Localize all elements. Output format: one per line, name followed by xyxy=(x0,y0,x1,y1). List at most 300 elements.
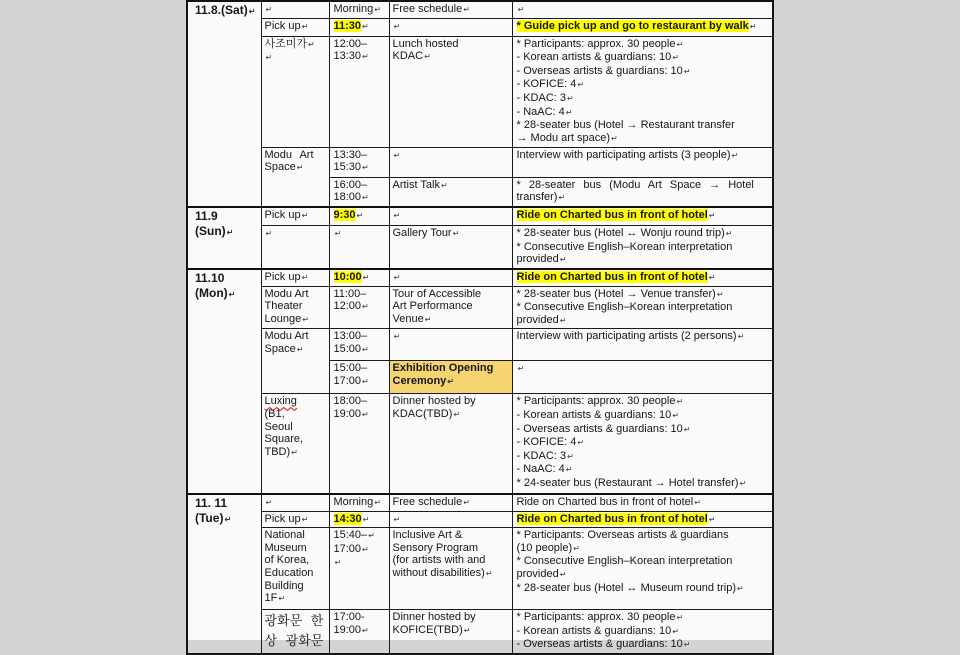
paragraph-mark-icon: ↵ xyxy=(567,93,574,103)
cell-line xyxy=(195,224,258,240)
cell-line xyxy=(393,529,509,542)
schedule-cell-time xyxy=(329,511,389,528)
paragraph-mark-icon: ↵ xyxy=(424,52,431,62)
paragraph-mark-icon: ↵ xyxy=(362,21,369,31)
cell-text: provided xyxy=(516,253,559,266)
cell-text: 11:00– xyxy=(333,287,367,300)
cell-text: - NaAC: 4 xyxy=(516,105,565,118)
cell-line xyxy=(334,529,386,543)
paragraph-mark-icon: ↵ xyxy=(393,514,401,524)
paragraph-mark-icon: ↵ xyxy=(567,451,574,461)
cell-line xyxy=(265,330,326,343)
schedule-cell-activity xyxy=(389,286,512,329)
schedule-cell-activity xyxy=(389,394,512,494)
paragraph-mark-icon: ↵ xyxy=(374,497,381,507)
cell-line xyxy=(393,271,509,285)
paragraph-mark-icon: ↵ xyxy=(301,21,309,31)
schedule-cell-activity xyxy=(389,18,512,36)
cell-line xyxy=(334,50,386,64)
highlighted-text: Ride on Charted bus in front of hotel xyxy=(516,208,708,221)
cell-line xyxy=(393,300,509,313)
cell-line xyxy=(265,271,326,285)
schedule-cell-activity xyxy=(389,610,512,654)
schedule-cell-notes xyxy=(512,18,773,36)
cell-line xyxy=(334,395,386,408)
cell-line xyxy=(393,149,509,163)
paragraph-mark-icon: ↵ xyxy=(393,273,401,283)
cell-line xyxy=(334,362,386,375)
cell-text: - NaAC: 4 xyxy=(516,463,565,476)
cell-line xyxy=(195,496,258,511)
cell-text: - KDAC: 3 xyxy=(516,449,567,462)
cell-line xyxy=(334,288,386,301)
cell-text: of Korea, xyxy=(264,554,310,567)
cell-line xyxy=(517,288,770,302)
cell-text: * Consecutive English–Korean interpretation xyxy=(516,301,733,314)
cell-text: - KDAC: 3 xyxy=(516,91,567,104)
schedule-cell-notes xyxy=(512,528,773,610)
paragraph-mark-icon: ↵ xyxy=(362,193,369,203)
paragraph-mark-icon: ↵ xyxy=(708,273,716,283)
schedule-cell-time xyxy=(329,528,389,610)
cell-line xyxy=(517,78,770,92)
cell-text: 1F xyxy=(264,592,278,605)
cell-text: transfer) xyxy=(516,191,558,204)
cell-text: KDAC(TBD) xyxy=(392,408,453,421)
cell-line xyxy=(517,330,770,344)
schedule-cell-date xyxy=(187,494,261,654)
schedule-cell-notes xyxy=(512,207,773,226)
cell-text: Education xyxy=(264,566,314,579)
cell-line xyxy=(517,38,770,52)
cell-line xyxy=(265,343,326,357)
schedule-cell-location xyxy=(261,494,329,511)
cell-line xyxy=(265,288,326,301)
table-row xyxy=(187,286,773,329)
cell-line xyxy=(393,313,509,327)
paragraph-mark-icon: ↵ xyxy=(362,345,369,355)
highlighted-text: Ride on Charted bus in front of hotel xyxy=(516,271,708,284)
schedule-cell-activity xyxy=(389,147,512,177)
cell-line xyxy=(393,330,509,344)
paragraph-mark-icon: ↵ xyxy=(731,150,739,160)
cell-line xyxy=(393,611,509,624)
cell-line xyxy=(334,543,386,557)
paragraph-mark-icon: ↵ xyxy=(362,544,369,554)
paragraph-mark-icon: ↵ xyxy=(362,377,369,387)
paragraph-mark-icon: ↵ xyxy=(265,229,273,239)
paragraph-mark-icon: ↵ xyxy=(463,625,471,635)
paragraph-mark-icon: ↵ xyxy=(362,410,369,420)
cell-text: - KOFICE: 4 xyxy=(516,436,577,449)
cell-line xyxy=(517,149,770,163)
cell-line xyxy=(334,3,386,17)
paragraph-mark-icon: ↵ xyxy=(708,514,716,524)
cell-text: Artist Talk xyxy=(392,178,440,191)
paragraph-mark-icon: ↵ xyxy=(334,229,342,239)
highlighted-text: 9:30 xyxy=(333,208,356,221)
paragraph-mark-icon: ↵ xyxy=(362,625,369,635)
cell-line xyxy=(334,343,386,357)
paragraph-mark-icon: ↵ xyxy=(559,315,567,325)
cell-line xyxy=(517,253,770,267)
cell-line xyxy=(195,3,258,19)
schedule-cell-date xyxy=(187,207,261,269)
schedule-table-body xyxy=(187,1,773,654)
paragraph-mark-icon: ↵ xyxy=(716,289,724,299)
cell-text: 상 광화문 xyxy=(264,633,324,649)
cell-line xyxy=(393,554,509,567)
cell-text: * Participants: approx. 30 people xyxy=(516,395,676,408)
schedule-cell-location xyxy=(261,207,329,226)
paragraph-mark-icon: ↵ xyxy=(301,514,309,524)
paragraph-mark-icon: ↵ xyxy=(485,568,493,578)
schedule-cell-activity xyxy=(389,226,512,269)
cell-text: Pick up xyxy=(264,208,301,221)
cell-text: 16:00– xyxy=(333,178,368,191)
paragraph-mark-icon: ↵ xyxy=(308,39,315,49)
schedule-cell-date xyxy=(187,269,261,494)
cell-text: 11. 11 xyxy=(195,495,228,510)
highlighted-text: 10:00 xyxy=(333,271,362,284)
cell-text: * Participants: approx. 30 people xyxy=(516,611,676,624)
cell-line xyxy=(265,446,326,460)
cell-line xyxy=(517,611,770,625)
cell-line xyxy=(517,241,770,254)
cell-line xyxy=(265,209,326,223)
paragraph-mark-icon: ↵ xyxy=(362,52,369,62)
schedule-cell-activity xyxy=(389,511,512,528)
schedule-cell-time xyxy=(329,177,389,207)
cell-text: provided xyxy=(516,313,559,326)
table-row xyxy=(187,207,773,226)
cell-text: Free schedule xyxy=(392,495,463,508)
paragraph-mark-icon: ↵ xyxy=(265,5,273,14)
cell-text: Exhibition Opening xyxy=(392,362,494,375)
cell-line xyxy=(517,227,770,241)
paragraph-mark-icon: ↵ xyxy=(447,377,454,387)
cell-line xyxy=(517,450,770,464)
cell-line xyxy=(517,271,770,285)
cell-line xyxy=(393,227,509,241)
cell-text: 13:30– xyxy=(333,148,368,161)
schedule-cell-notes xyxy=(512,1,773,18)
schedule-cell-notes xyxy=(512,394,773,494)
table-row xyxy=(187,394,773,494)
cell-line xyxy=(334,271,386,285)
cell-line xyxy=(393,375,509,389)
cell-text: (Sun) xyxy=(195,223,226,238)
schedule-cell-notes xyxy=(512,361,773,394)
cell-line xyxy=(393,209,509,223)
paragraph-mark-icon: ↵ xyxy=(393,150,401,160)
cell-line xyxy=(393,179,509,193)
cell-text: Luxing xyxy=(264,395,297,408)
cell-line xyxy=(393,496,509,510)
paragraph-mark-icon: ↵ xyxy=(362,302,369,312)
paragraph-mark-icon: ↵ xyxy=(676,39,684,49)
cell-text: * 28-seater bus (Hotel ↔ Museum round trip) xyxy=(516,581,736,594)
cell-text: 12:00– xyxy=(333,37,368,50)
cell-line xyxy=(517,301,770,314)
paragraph-mark-icon: ↵ xyxy=(452,229,460,239)
cell-text: Modu Art xyxy=(264,330,309,343)
cell-text: (10 people) xyxy=(516,541,573,554)
table-row xyxy=(187,269,773,286)
schedule-cell-time xyxy=(329,394,389,494)
cell-text: 13:00– xyxy=(333,330,368,343)
cell-text: Morning xyxy=(333,495,374,508)
cell-text: Modu Art xyxy=(264,287,309,300)
cell-text: Morning xyxy=(333,3,374,15)
schedule-cell-date xyxy=(187,1,261,207)
cell-line xyxy=(334,227,386,241)
schedule-cell-notes xyxy=(512,269,773,286)
cell-line xyxy=(517,568,770,582)
cell-line xyxy=(195,511,258,527)
schedule-cell-notes xyxy=(512,511,773,528)
cell-text: Tour of Accessible xyxy=(392,287,482,300)
cell-text: Interview with participating artists (2 persons) xyxy=(516,330,737,343)
cell-line xyxy=(517,132,770,146)
cell-text: Ceremony xyxy=(392,375,447,388)
cell-line xyxy=(265,38,326,52)
cell-line xyxy=(517,513,770,527)
cell-line xyxy=(393,50,509,64)
cell-line xyxy=(334,20,386,34)
schedule-cell-time xyxy=(329,18,389,36)
cell-line xyxy=(517,582,770,596)
paragraph-mark-icon: ↵ xyxy=(278,594,286,604)
paragraph-mark-icon: ↵ xyxy=(248,7,256,16)
cell-line xyxy=(517,625,770,639)
cell-text: Pick up xyxy=(264,271,301,284)
cell-line xyxy=(517,542,770,556)
cell-line xyxy=(517,209,770,223)
paragraph-mark-icon: ↵ xyxy=(302,314,309,324)
cell-line xyxy=(334,624,386,638)
cell-line xyxy=(334,496,386,510)
cell-text: Gallery Tour xyxy=(392,227,452,240)
cell-text: 11.8.(Sat) xyxy=(195,3,248,17)
cell-line xyxy=(265,421,326,434)
paragraph-mark-icon: ↵ xyxy=(301,273,309,283)
cell-text: 19:00 xyxy=(333,408,362,421)
cell-line xyxy=(334,38,386,51)
cell-text: KDAC xyxy=(392,50,424,63)
cell-line xyxy=(393,38,509,51)
cell-line xyxy=(393,542,509,555)
paragraph-mark-icon: ↵ xyxy=(362,514,370,524)
paragraph-mark-icon: ↵ xyxy=(676,613,684,623)
cell-text: 11.9 xyxy=(195,208,218,223)
cell-text: Venue xyxy=(392,312,424,325)
cell-text: Theater xyxy=(264,300,303,313)
cell-text: * 24-seater bus (Restaurant → Hotel transfer) xyxy=(516,477,739,489)
cell-line xyxy=(265,161,326,175)
schedule-cell-notes xyxy=(512,226,773,269)
cell-line xyxy=(265,554,326,567)
cell-text: Modu Art xyxy=(264,148,314,161)
cell-text: Dinner hosted by xyxy=(392,395,476,408)
cell-text: Pick up xyxy=(264,19,301,32)
cell-text: - Overseas artists & guardians: 10 xyxy=(516,422,683,435)
cell-text: KOFICE(TBD) xyxy=(392,623,463,636)
cell-line xyxy=(517,409,770,423)
paragraph-mark-icon: ↵ xyxy=(374,5,381,14)
schedule-cell-time xyxy=(329,226,389,269)
cell-text: Art Performance xyxy=(392,300,473,313)
cell-line xyxy=(517,51,770,65)
cell-text: * 28-seater bus (Hotel ↔ Wonju round trip) xyxy=(516,227,725,240)
paragraph-mark-icon: ↵ xyxy=(559,255,567,265)
cell-line xyxy=(265,51,326,65)
schedule-cell-notes xyxy=(512,147,773,177)
cell-line xyxy=(265,3,326,17)
cell-text: Seoul xyxy=(264,420,293,433)
cell-text: 18:00– xyxy=(333,395,368,408)
cell-line xyxy=(393,567,509,581)
table-row xyxy=(187,494,773,511)
table-row xyxy=(187,226,773,269)
cell-line xyxy=(334,209,386,223)
schedule-cell-location xyxy=(261,18,329,36)
paragraph-mark-icon: ↵ xyxy=(558,193,566,203)
cell-line xyxy=(265,631,326,651)
schedule-cell-time xyxy=(329,329,389,361)
schedule-cell-location xyxy=(261,610,329,654)
cell-text: * Consecutive English–Korean interpretation xyxy=(516,240,733,253)
cell-text: - KOFICE: 4 xyxy=(516,78,577,91)
schedule-cell-notes xyxy=(512,329,773,361)
paragraph-mark-icon: ↵ xyxy=(517,5,525,14)
cell-line xyxy=(265,433,326,446)
table-row xyxy=(187,36,773,147)
cell-line xyxy=(265,395,326,408)
paragraph-mark-icon: ↵ xyxy=(424,314,432,324)
paragraph-mark-icon: ↵ xyxy=(368,531,375,541)
cell-line xyxy=(517,179,770,192)
cell-text: provided xyxy=(516,567,559,580)
cell-text: Interview with participating artists (3 people) xyxy=(516,148,731,161)
cell-line xyxy=(517,529,770,542)
cell-line xyxy=(517,477,770,491)
paragraph-mark-icon: ↵ xyxy=(393,210,401,220)
paragraph-mark-icon: ↵ xyxy=(683,640,691,650)
schedule-cell-notes xyxy=(512,610,773,654)
cell-line xyxy=(265,313,326,327)
paragraph-mark-icon: ↵ xyxy=(736,583,744,593)
cell-line xyxy=(334,161,386,175)
cell-text: → Modu art space) xyxy=(516,131,611,144)
cell-line xyxy=(393,395,509,408)
cell-text: * 28-seater bus (Modu Art Space → Hotel xyxy=(516,178,754,191)
cell-line xyxy=(393,3,509,17)
paragraph-mark-icon: ↵ xyxy=(224,514,232,524)
schedule-cell-time xyxy=(329,494,389,511)
cell-line xyxy=(517,555,770,568)
schedule-cell-activity xyxy=(389,329,512,361)
paragraph-mark-icon: ↵ xyxy=(265,497,273,507)
highlighted-text: * Guide pick up and go to restaurant by walk xyxy=(516,19,749,32)
paragraph-mark-icon: ↵ xyxy=(683,424,691,434)
schedule-cell-activity xyxy=(389,361,512,394)
cell-line xyxy=(265,611,326,631)
schedule-cell-time xyxy=(329,610,389,654)
cell-text: * 28-seater bus (Hotel → Restaurant transfer xyxy=(516,119,735,132)
paragraph-mark-icon: ↵ xyxy=(725,229,733,239)
cell-text: 15:00– xyxy=(333,362,368,375)
table-row xyxy=(187,329,773,361)
paragraph-mark-icon: ↵ xyxy=(683,66,691,76)
cell-text: 15:30 xyxy=(333,161,362,174)
schedule-cell-activity xyxy=(389,269,512,286)
paragraph-mark-icon: ↵ xyxy=(559,569,567,579)
schedule-cell-location xyxy=(261,147,329,207)
cell-text: (Mon) xyxy=(195,286,228,301)
cell-line xyxy=(517,3,770,17)
cell-line xyxy=(334,408,386,422)
cell-text: - Korean artists & guardians: 10 xyxy=(516,409,672,422)
cell-text: (for artists with and xyxy=(392,554,486,567)
paragraph-mark-icon: ↵ xyxy=(611,133,618,143)
schedule-cell-location xyxy=(261,1,329,18)
paragraph-mark-icon: ↵ xyxy=(517,364,525,374)
paragraph-mark-icon: ↵ xyxy=(672,411,679,421)
cell-text: Building xyxy=(264,579,304,592)
paragraph-mark-icon: ↵ xyxy=(362,163,369,173)
cell-line xyxy=(517,436,770,450)
cell-line xyxy=(334,611,386,624)
cell-text: * 28-seater bus (Hotel → Venue transfer) xyxy=(516,287,716,300)
paragraph-mark-icon: ↵ xyxy=(708,210,716,220)
paragraph-mark-icon: ↵ xyxy=(463,5,470,14)
cell-line xyxy=(334,191,386,205)
schedule-cell-time xyxy=(329,286,389,329)
cell-text: Dinner hosted by xyxy=(392,611,476,624)
cell-text: Square, xyxy=(264,433,304,446)
cell-text: * Participants: Overseas artists & guardians xyxy=(516,529,729,542)
schedule-cell-location xyxy=(261,226,329,269)
cell-text: 12:00 xyxy=(333,300,362,313)
schedule-cell-notes xyxy=(512,286,773,329)
cell-line xyxy=(393,624,509,638)
paragraph-mark-icon: ↵ xyxy=(393,21,401,31)
schedule-document xyxy=(186,0,774,651)
cell-text: - Korean artists & guardians: 10 xyxy=(516,624,672,637)
paragraph-mark-icon: ↵ xyxy=(463,497,470,507)
cell-line xyxy=(393,362,509,375)
cell-line xyxy=(393,288,509,301)
cell-text: TBD) xyxy=(264,445,291,458)
cell-line xyxy=(517,92,770,106)
schedule-cell-location xyxy=(261,269,329,286)
schedule-cell-activity xyxy=(389,1,512,18)
cell-text: Ride on Charted bus in front of hotel xyxy=(516,495,694,508)
paragraph-mark-icon: ↵ xyxy=(749,21,757,31)
paragraph-mark-icon: ↵ xyxy=(362,273,370,283)
cell-line xyxy=(517,395,770,409)
cell-text: 17:00 xyxy=(333,375,362,388)
cell-text: Museum xyxy=(264,541,307,554)
cell-text: * Consecutive English–Korean interpretation xyxy=(516,555,733,568)
cell-text: Inclusive Art & xyxy=(392,529,463,542)
cell-line xyxy=(334,149,386,162)
cell-text: 11.10 xyxy=(195,271,225,286)
paragraph-mark-icon: ↵ xyxy=(334,558,342,568)
paragraph-mark-icon: ↵ xyxy=(672,626,679,636)
paragraph-mark-icon: ↵ xyxy=(226,227,234,237)
